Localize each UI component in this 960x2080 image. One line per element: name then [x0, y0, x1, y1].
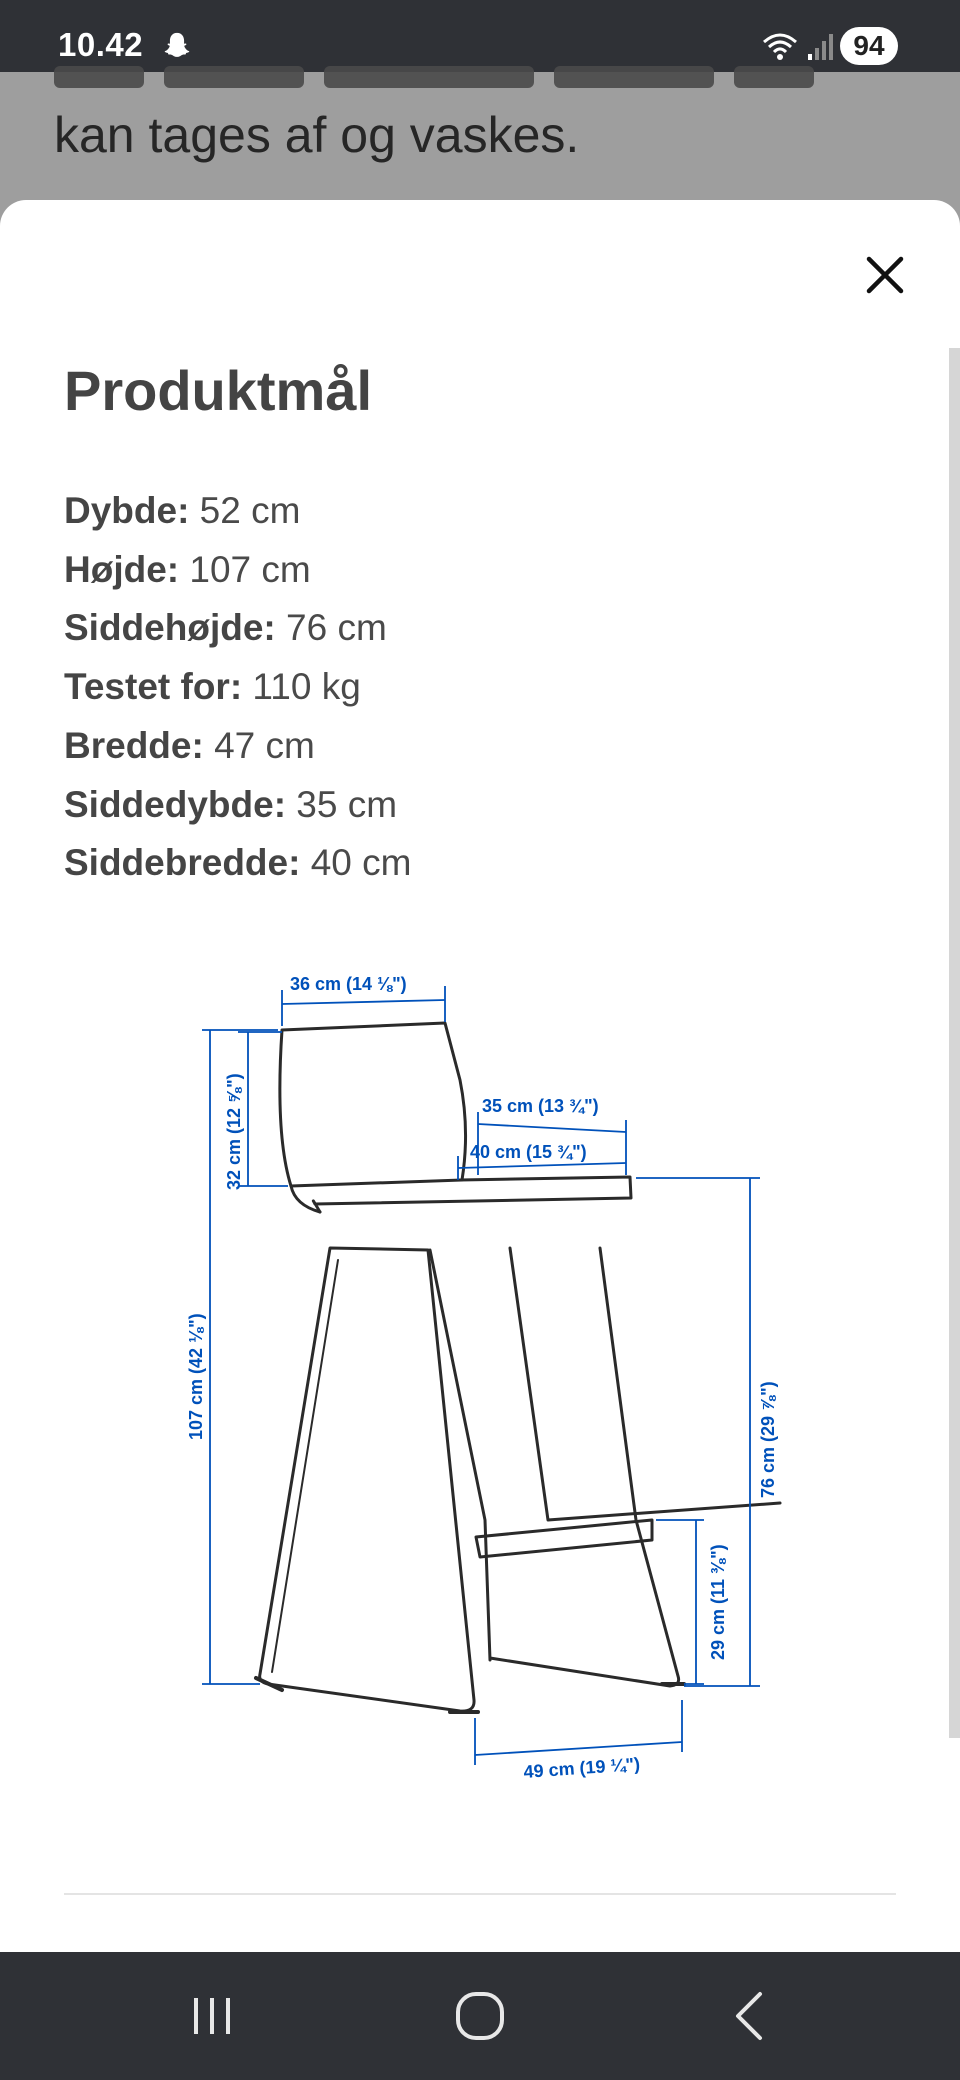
dimension-value: 40 cm	[300, 842, 412, 884]
dimension-label: Højde:	[64, 548, 180, 590]
dimension-label: Bredde:	[64, 724, 204, 766]
back-icon	[720, 1986, 780, 2046]
background-text: kan tages af og vaskes.	[54, 107, 580, 163]
label-seat-depth: 35 cm (13 ¾")	[482, 1096, 599, 1116]
dimension-seat-height	[64, 599, 411, 658]
product-dimensions-sheet	[0, 200, 960, 1952]
backrest-outline	[280, 1023, 466, 1186]
label-seat-height: 76 cm (29 ⅞")	[758, 1381, 778, 1498]
dimension-value: 110 kg	[242, 666, 361, 708]
dimension-seat-width	[64, 834, 411, 893]
label-back-height: 32 cm (12 ⅝")	[224, 1073, 244, 1190]
dimension-value: 76 cm	[275, 607, 387, 649]
left-frame-inner	[272, 1260, 338, 1672]
dimensions-list	[64, 482, 411, 893]
backrest-curve	[291, 1186, 320, 1212]
recents-button[interactable]	[182, 1986, 242, 2046]
footrest	[476, 1520, 652, 1557]
dimension-label: Testet for:	[64, 666, 243, 708]
bar-stool-diagram	[180, 960, 800, 1952]
label-base-depth: 49 cm (19 ¼")	[522, 1753, 641, 1782]
dimension-label: Siddebredde:	[64, 842, 301, 884]
navigation-bar	[0, 1952, 960, 2080]
scrollbar[interactable]	[949, 348, 960, 1738]
home-button[interactable]	[450, 1986, 510, 2046]
home-icon	[450, 1986, 510, 2046]
dimension-tested-for	[64, 658, 411, 717]
label-back-width: 36 cm (14 ⅛")	[290, 974, 407, 994]
dimension-value: 35 cm	[286, 783, 398, 825]
recents-icon	[182, 1986, 242, 2046]
dimension-label: Siddedybde:	[64, 783, 287, 825]
dimension-width	[64, 717, 411, 776]
background-text-cut	[54, 44, 814, 102]
left-frame	[260, 1248, 474, 1711]
battery-indicator: 94	[840, 27, 898, 65]
divider	[64, 1893, 896, 1895]
status-time: 10.42	[58, 26, 144, 63]
dimension-label: Siddehøjde:	[64, 607, 276, 649]
label-total-height: 107 cm (42 ⅛")	[186, 1313, 206, 1440]
close-icon	[860, 250, 910, 300]
cut-off-text-fragment	[54, 62, 814, 90]
back-button[interactable]	[720, 1986, 780, 2046]
dimension-value: 52 cm	[189, 490, 301, 531]
dimension-depth	[64, 482, 411, 541]
dimension-seat-depth	[64, 776, 411, 835]
dimension-height	[64, 541, 411, 600]
label-footrest-height: 29 cm (11 ⅜")	[708, 1544, 728, 1660]
dimension-label: Dybde:	[64, 490, 190, 531]
dimension-lines	[202, 986, 760, 1765]
dimension-value: 47 cm	[203, 724, 315, 766]
dimension-value: 107 cm	[179, 548, 311, 590]
label-seat-width: 40 cm (15 ¾")	[470, 1142, 587, 1162]
close-button[interactable]	[860, 250, 910, 300]
sheet-title: Produktmål	[64, 359, 373, 422]
stool-feet	[256, 1678, 684, 1712]
